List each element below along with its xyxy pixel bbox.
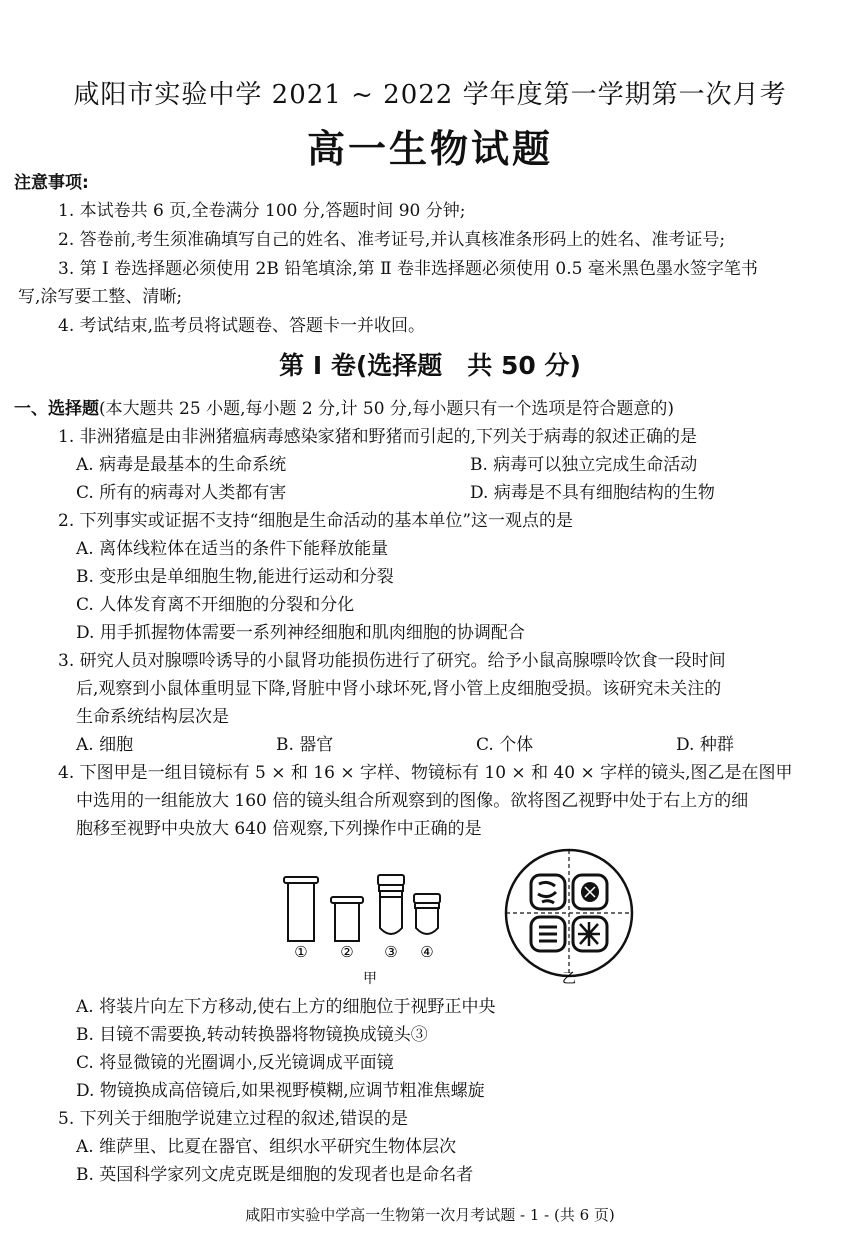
- q3-option-d: D. 种群: [676, 735, 734, 755]
- exam-header: 咸阳市实验中学 2021 ~ 2022 学年度第一学期第一次月考: [73, 80, 787, 110]
- eyepiece-lens-2: [331, 897, 363, 941]
- objective-lens-3: [378, 875, 404, 934]
- q3-stem-1: 3. 研究人员对腺嘌呤诱导的小鼠肾功能损伤进行了研究。给予小鼠高腺嘌呤饮食一段时间: [58, 651, 726, 671]
- q4-stem-1: 4. 下图甲是一组目镜标有 5 × 和 16 × 字样、物镜标有 10 × 和 40 × 字样的镜头,图乙是在图甲: [58, 763, 793, 783]
- lens-label-3: ③: [384, 943, 398, 961]
- q5-stem: 5. 下列关于细胞学说建立过程的叙述,错误的是: [58, 1109, 409, 1129]
- cell-bottom-right: [573, 917, 607, 951]
- q2-option-a: A. 离体线粒体在适当的条件下能释放能量: [76, 539, 389, 559]
- section-title: 第 Ⅰ 卷(选择题 共 50 分): [279, 351, 581, 380]
- notice-item-1: 1. 本试卷共 6 页,全卷满分 100 分,答题时间 90 分钟;: [58, 201, 466, 221]
- objective-lens-4: [414, 894, 440, 934]
- q1-option-a: A. 病毒是最基本的生命系统: [76, 455, 287, 475]
- q4-stem-2: 中选用的一组能放大 160 倍的镜头组合所观察到的图像。欲将图乙视野中处于右上方的细: [76, 791, 749, 811]
- q1-option-d: D. 病毒是不具有细胞结构的生物: [470, 483, 715, 503]
- q4-option-a: A. 将装片向左下方移动,使右上方的细胞位于视野正中央: [76, 997, 496, 1017]
- q1-option-b: B. 病毒可以独立完成生命活动: [470, 455, 698, 475]
- cell-top-right: [573, 875, 607, 909]
- q1-option-c: C. 所有的病毒对人类都有害: [76, 483, 287, 503]
- eyepiece-lens-1: [284, 877, 318, 941]
- figure-label-yi: 乙: [562, 971, 576, 987]
- lens-label-1: ①: [294, 943, 308, 961]
- q3-stem-3: 生命系统结构层次是: [76, 707, 229, 727]
- notice-item-3-cont: 写,涂写要工整、清晰;: [18, 287, 183, 307]
- q2-option-c: C. 人体发育离不开细胞的分裂和分化: [76, 595, 355, 615]
- notice-heading: 注意事项:: [14, 173, 89, 193]
- subject-title: 高一生物试题: [306, 127, 553, 171]
- part-description: (本大题共 25 小题,每小题 2 分,计 50 分,每小题只有一个选项是符合题意的): [99, 399, 674, 419]
- q4-option-c: C. 将显微镜的光圈调小,反光镜调成平面镜: [76, 1053, 394, 1073]
- q2-option-b: B. 变形虫是单细胞生物,能进行运动和分裂: [76, 567, 394, 587]
- microscope-figure: [280, 842, 640, 987]
- cell-bottom-left: [531, 917, 565, 951]
- notice-item-3: 3. 第 Ⅰ 卷选择题必须使用 2B 铅笔填涂,第 Ⅱ 卷非选择题必须使用 0.5 毫米黑色墨水签字笔书: [58, 259, 758, 279]
- notice-item-4: 4. 考试结束,监考员将试题卷、答题卡一并收回。: [58, 316, 426, 336]
- part-label: 一、选择题: [14, 399, 99, 419]
- q5-option-b: B. 英国科学家列文虎克既是细胞的发现者也是命名者: [76, 1165, 474, 1185]
- part-heading: [14, 398, 674, 420]
- q3-option-c: C. 个体: [476, 735, 534, 755]
- q3-option-b: B. 器官: [276, 735, 334, 755]
- q2-option-d: D. 用手抓握物体需要一系列神经细胞和肌肉细胞的协调配合: [76, 623, 525, 643]
- q1-stem: 1. 非洲猪瘟是由非洲猪瘟病毒感染家猪和野猪而引起的,下列关于病毒的叙述正确的是: [58, 427, 698, 447]
- q3-option-a: A. 细胞: [76, 735, 134, 755]
- q2-stem: 2. 下列事实或证据不支持“细胞是生命活动的基本单位”这一观点的是: [58, 511, 574, 531]
- notice-item-2: 2. 答卷前,考生须准确填写自己的姓名、准考证号,并认真核准条形码上的姓名、准考证号;: [58, 230, 726, 250]
- lens-label-2: ②: [340, 943, 354, 961]
- q4-option-d: D. 物镜换成高倍镜后,如果视野模糊,应调节粗准焦螺旋: [76, 1081, 485, 1101]
- field-of-view: [506, 850, 632, 976]
- page-footer: 咸阳市实验中学高一生物第一次月考试题 - 1 - (共 6 页): [245, 1206, 615, 1224]
- figure-label-jia: 甲: [363, 971, 377, 987]
- q5-option-a: A. 维萨里、比夏在器官、组织水平研究生物体层次: [76, 1137, 457, 1157]
- q4-option-b: B. 目镜不需要换,转动转换器将物镜换成镜头③: [76, 1025, 428, 1045]
- lens-label-4: ④: [420, 943, 434, 961]
- q4-stem-3: 胞移至视野中央放大 640 倍观察,下列操作中正确的是: [76, 819, 482, 839]
- cell-top-left: [531, 875, 565, 909]
- q3-stem-2: 后,观察到小鼠体重明显下降,肾脏中肾小球坏死,肾小管上皮细胞受损。该研究未关注的: [76, 679, 722, 699]
